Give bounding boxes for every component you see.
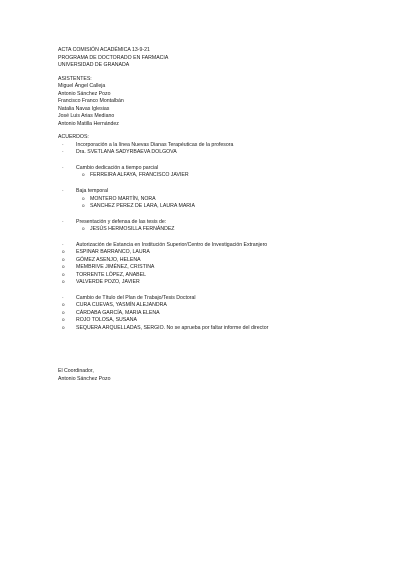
title-change-name: o CURA CUEVAS, YASMÍN ALEJANDRA (58, 302, 378, 310)
signature-name: Antonio Sánchez Pozo (58, 376, 111, 382)
stay-name: o TORRENTE LÓPEZ, ANABEL (58, 272, 378, 280)
document-header (58, 47, 378, 70)
attendees-section (58, 76, 378, 129)
university-name: UNIVERSIDAD DE GRANADA (58, 62, 130, 69)
part-time-name: o FERREIRA ALFAYA, FRANCISCO JAVIER (58, 172, 378, 180)
attendee-name: José Luis Arias Mediano (58, 113, 115, 120)
signature-block (58, 368, 378, 383)
title-change-name: o CÁRDABA GARCÍA, MARIA ELENA (58, 310, 378, 318)
stay-name: o MEMBRIVE JIMÉNEZ, CRISTINA (58, 264, 378, 272)
attendee-name: Natalia Navas Iglesias (58, 105, 110, 112)
agreement-incorporation: · Incorporación a la línea Nuevas Dianas Terapéuticas de la profesora (58, 142, 378, 150)
agreement-part-time: · Cambio dedicación a tiempo parcial (58, 165, 378, 173)
agreement-stays: · Autorización de Estancia en Institución Superior/Centro de Investigación Extranjero (58, 242, 378, 250)
leave-name: o SANCHEZ PEREZ DE LARA, LAURA MARIA (58, 203, 378, 211)
agreement-incorporation-name: · Dra. SVETLANA SADYRBAEVA DOLGOVA (58, 149, 378, 157)
stay-name: o GÓMEZ ASENJO, HELENA (58, 257, 378, 265)
leave-name: o MONTERO MARTÍN, NORA (58, 196, 378, 204)
attendees-label: ASISTENTES: (58, 75, 92, 82)
title-change-name: o SEQUERA ARQUELLADAS, SERGIO. No se aprueba por faltar informe del director (58, 325, 378, 333)
title-change-name: o ROJO TOLOSA, SUSANA (58, 317, 378, 325)
attendee-name: Miguel Ángel Calleja (58, 83, 106, 90)
attendee-name: Antonio Matilla Hernández (58, 120, 119, 127)
signature-role: El Coordinador, (58, 368, 94, 375)
document-content (58, 47, 378, 384)
agreement-title-change: · Cambio de Título del Plan de Trabajo/Tesis Doctoral (58, 295, 378, 303)
document-title: ACTA COMISIÓN ACADÉMICA 13-9-21 (58, 47, 150, 53)
agreements-section (58, 134, 378, 332)
attendee-name: Francisco Franco Montalbán (58, 98, 124, 105)
agreement-leave: · Baja temporal (58, 188, 378, 196)
stay-name: o ESPINAR BARRANCO, LAURA (58, 249, 378, 257)
program-name: PROGRAMA DE DOCTORADO EN FARMACIA (58, 54, 169, 61)
agreement-defense: · Presentación y defensa de las tesis de: (58, 219, 378, 227)
attendee-name: Antonio Sánchez Pozo (58, 90, 111, 97)
defense-name: o JESÚS HERMOSILLA FERNÁNDEZ (58, 226, 378, 234)
agreements-label: ACUERDOS: (58, 134, 89, 141)
stay-name: o VALVERDE POZO, JAVIER (58, 279, 378, 287)
